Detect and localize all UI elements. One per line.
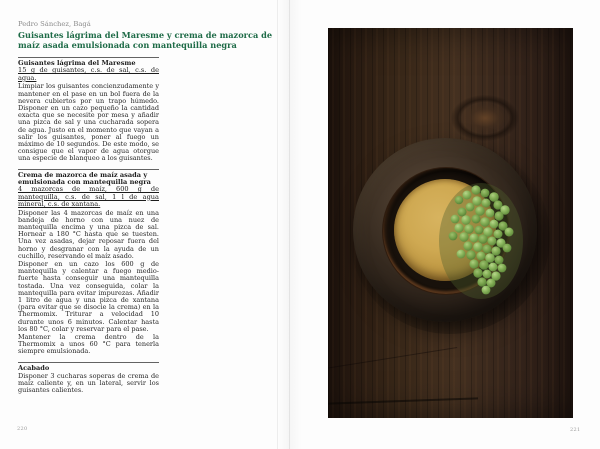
- page-gutter-shadow: [278, 0, 302, 449]
- page-edge-line: [277, 0, 278, 449]
- section-paragraph: Disponer las 4 mazorcas de maíz en una bandeja de horno con una nuez de mantequilla encima y una pizca de sal. Hornear a 180 °C hasta que se tuesten. Una vez asadas, dejar reposar fuera del horno y desgranar con la ayuda de un cuchillo, reservando el maíz asado.: [18, 208, 159, 260]
- recipe-title: Guisantes lágrima del Maresme y crema de mazorca de maíz asada emulsionada con mantequilla negra: [18, 30, 273, 50]
- peas-cluster: [328, 28, 573, 418]
- ingredients-line: 15 g de guisantes, c.s. de sal, c.s. de agua.: [18, 66, 159, 82]
- page-number-left: 220: [17, 426, 28, 432]
- section-heading: Crema de mazorca de maíz asada y emulsionada con mantequilla negra: [18, 170, 151, 186]
- page-number-right: 221: [570, 427, 581, 433]
- recipe-section-guisantes: [18, 57, 159, 163]
- recipe-text-column: [18, 21, 290, 401]
- section-heading: Guisantes lágrima del Maresme: [18, 59, 136, 67]
- section-divider: [18, 362, 159, 363]
- recipe-section-acabado: [18, 362, 159, 395]
- recipe-body-column: [18, 57, 159, 395]
- ingredients-line: 4 mazorcas de maíz, 600 g de mantequilla, c.s. de sal, 1 l de agua mineral, c.s. de xantana.: [18, 185, 159, 209]
- chef-and-restaurant: Pedro Sánchez, Bagá: [18, 20, 91, 28]
- page-fold-line: [289, 0, 290, 449]
- recipe-section-crema: [18, 169, 159, 356]
- section-divider: [18, 169, 159, 170]
- section-paragraph: Mantener la crema dentro de la Thermomix a unos 60 °C para tenerla siempre emulsionada.: [18, 333, 159, 356]
- section-paragraph: Disponer 3 cucharas soperas de crema de maíz caliente y, en un lateral, servir los guisantes calientes.: [18, 371, 159, 395]
- dish-photo: [328, 28, 573, 418]
- section-divider: [18, 57, 159, 58]
- section-paragraph: Disponer en un cazo los 600 g de mantequilla y calentar a fuego medio-fuerte hasta conseguir una mantequilla tostada. Una vez conseguida, colar la mantequilla para evitar impurezas. Añadir 1 litro de agua y una pizca de xantana (para evitar que se disocie la crema) en la Thermomix. Triturar a velocidad 10 durante unos 6 minutos. Calentar hasta los 80 °C, colar y reservar para el pase.: [18, 260, 159, 333]
- section-heading: Acabado: [18, 363, 50, 372]
- section-paragraph: Limpiar los guisantes concienzudamente y mantener en el pase en un bol fuera de la nevera cubiertos por un trapo húmedo. Disponer en un cazo pequeño la cantidad exacta que se necesite por mesa y añadir una pizca de sal y una cucharada sopera de agua. Justo en el momento que vayan a salir los guisantes, poner al fuego un máximo de 10 segundos. De este modo, se consigue que el vapor de agua otorgue una especie de blanqueo a los guisantes.: [18, 82, 159, 163]
